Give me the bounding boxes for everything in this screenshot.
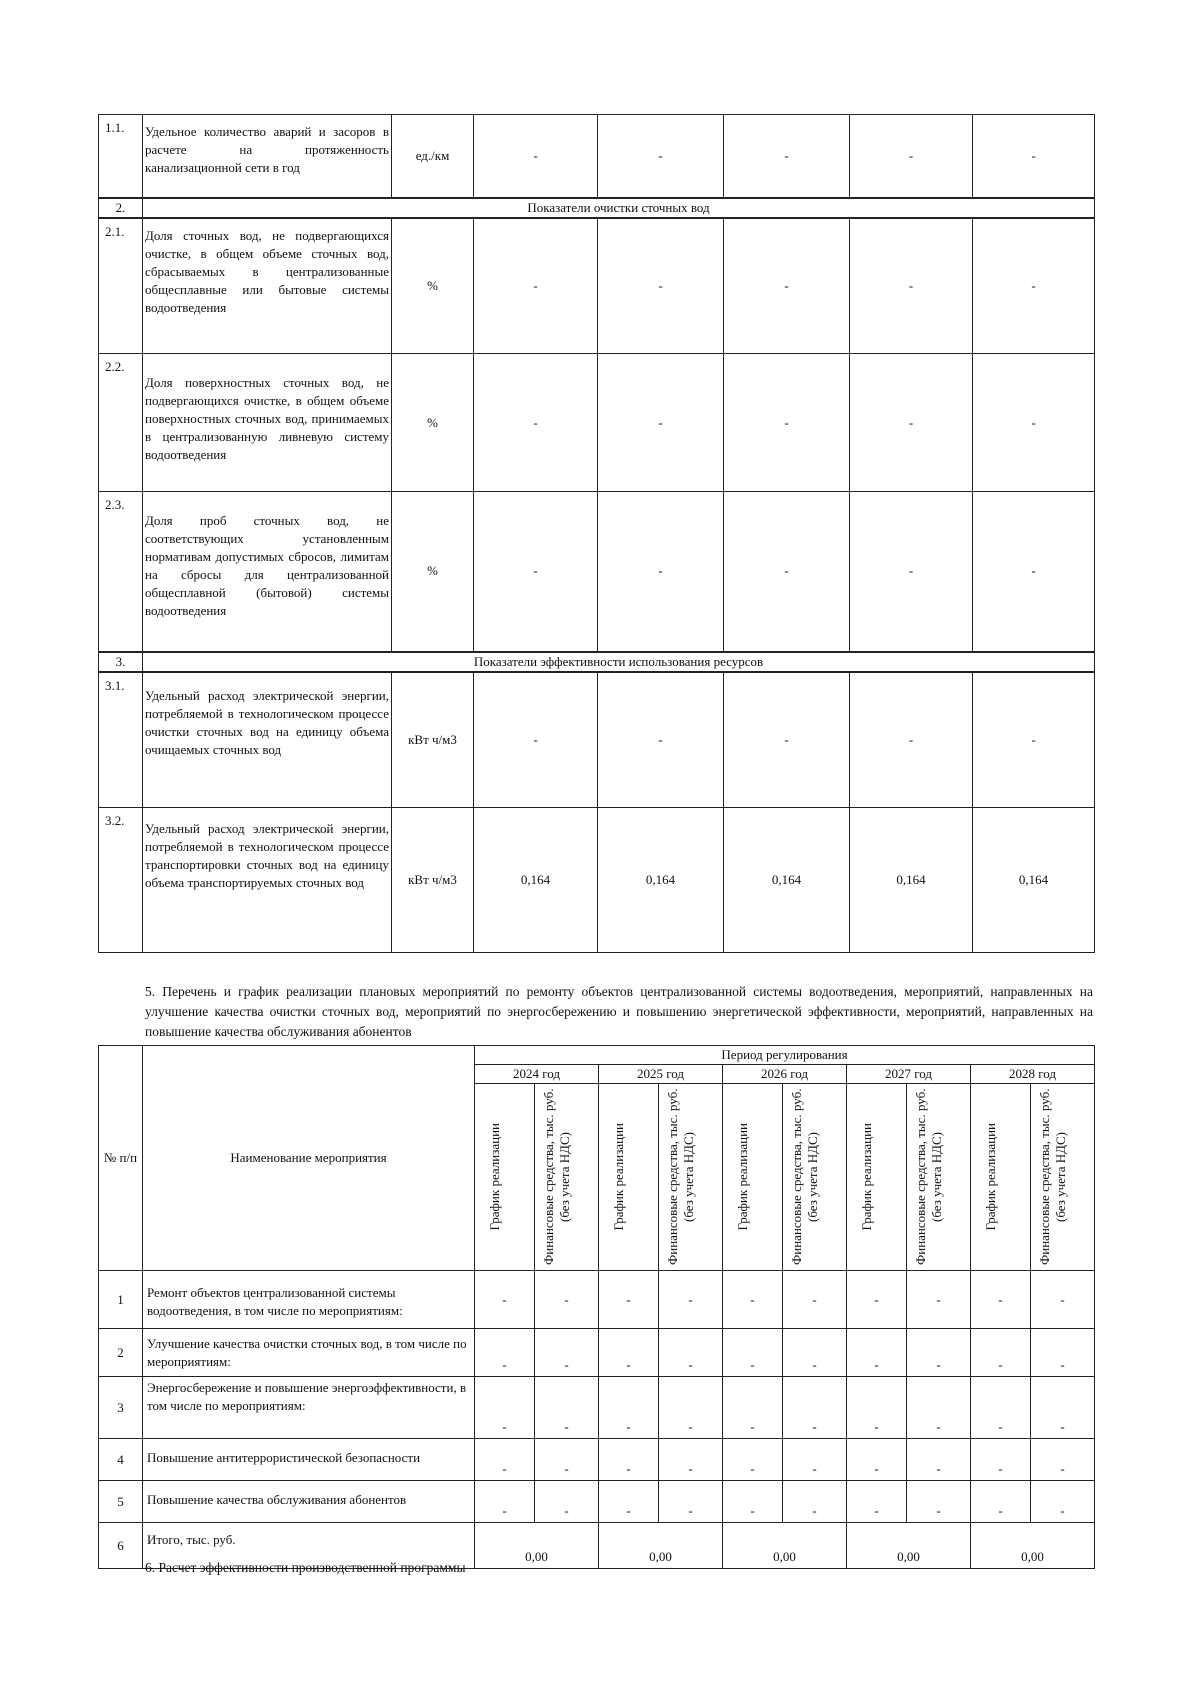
measure-name: Ремонт объектов централизованной системы водоотведения, в том числе по мероприятиям: (143, 1271, 475, 1329)
cell-value: - (535, 1377, 599, 1439)
total-value: 0,00 (475, 1523, 599, 1569)
indicator-value: 0,164 (598, 808, 724, 953)
indicator-row-1-1 (99, 115, 1095, 198)
indicator-value: - (598, 672, 724, 808)
finance-header: Финансовые средства, тыс. руб. (без учета НДС) (1036, 1088, 1068, 1266)
year-header: 2028 год (971, 1065, 1095, 1084)
finance-header: Финансовые средства, тыс. руб. (без учета НДС) (664, 1088, 696, 1266)
indicator-row-2-2 (99, 354, 1095, 492)
indicator-value: - (598, 354, 724, 492)
indicator-value: - (474, 115, 598, 198)
cell-value: - (847, 1271, 907, 1329)
measure-number: 2 (99, 1329, 143, 1377)
section-number: 2. (99, 198, 143, 218)
cell-value: - (475, 1329, 535, 1377)
indicator-value: - (973, 672, 1095, 808)
row-number: 3.1. (99, 672, 143, 808)
indicator-value: - (973, 115, 1095, 198)
cell-value: - (847, 1439, 907, 1481)
indicator-value: - (598, 492, 724, 652)
cell-value: - (599, 1439, 659, 1481)
measure-row (99, 1329, 1095, 1377)
cell-value: - (1031, 1481, 1095, 1523)
cell-value: - (659, 1377, 723, 1439)
section-title: Показатели очистки сточных вод (143, 198, 1095, 218)
indicator-value: - (724, 218, 850, 354)
measure-number: 6 (99, 1523, 143, 1569)
total-value: 0,00 (723, 1523, 847, 1569)
section-6-heading: 6. Расчет эффективности производственной программы (145, 1560, 466, 1575)
cell-value: - (847, 1377, 907, 1439)
total-label: Итого, тыс. руб. (143, 1523, 475, 1569)
measure-name: Улучшение качества очистки сточных вод, в том числе по мероприятиям: (143, 1329, 475, 1377)
schedule-header: График реализации (858, 1123, 874, 1231)
cell-value: - (659, 1439, 723, 1481)
period-header: Период регулирования (475, 1046, 1095, 1065)
measure-number: 4 (99, 1439, 143, 1481)
cell-value: - (907, 1377, 971, 1439)
section-number: 3. (99, 652, 143, 672)
indicator-row-2-3 (99, 492, 1095, 652)
cell-value: - (535, 1481, 599, 1523)
cell-value: - (907, 1329, 971, 1377)
indicator-name: Удельный расход электрической энергии, потребляемой в технологическом процессе транспортировки сточных вод на единицу объема транспортируемых сточных вод (143, 808, 392, 953)
indicator-value: - (598, 218, 724, 354)
cell-value: - (907, 1481, 971, 1523)
cell-value: - (971, 1481, 1031, 1523)
cell-value: - (1031, 1439, 1095, 1481)
section-header-3 (99, 652, 1095, 672)
measure-name: Энергосбережение и повышение энергоэффективности, в том числе по мероприятиям: (143, 1377, 475, 1439)
cell-value: - (535, 1439, 599, 1481)
cell-value: - (659, 1271, 723, 1329)
indicator-name: Доля поверхностных сточных вод, не подвергающихся очистке, в общем объеме поверхностных сточных вод, принимаемых в централизованную ливневую систему водоотведения (143, 354, 392, 492)
indicator-value: 0,164 (724, 808, 850, 953)
cell-value: - (535, 1329, 599, 1377)
indicator-name: Удельное количество аварий и засоров в расчете на протяженность канализационной сети в год (143, 115, 392, 198)
measure-name: Повышение качества обслуживания абонентов (143, 1481, 475, 1523)
indicator-value: - (724, 354, 850, 492)
cell-value: - (599, 1377, 659, 1439)
cell-value: - (783, 1481, 847, 1523)
section-title: Показатели эффективности использования ресурсов (143, 652, 1095, 672)
measure-number: 5 (99, 1481, 143, 1523)
total-value: 0,00 (599, 1523, 723, 1569)
cell-value: - (783, 1329, 847, 1377)
cell-value: - (907, 1271, 971, 1329)
cell-value: - (971, 1439, 1031, 1481)
section-header-2 (99, 198, 1095, 218)
cell-value: - (783, 1377, 847, 1439)
indicator-value: - (850, 115, 973, 198)
row-number: 2.2. (99, 354, 143, 492)
measure-row (99, 1439, 1095, 1481)
indicator-unit: % (392, 354, 474, 492)
indicator-value: - (850, 672, 973, 808)
row-number: 2.3. (99, 492, 143, 652)
schedule-header: График реализации (486, 1123, 502, 1231)
indicator-row-2-1 (99, 218, 1095, 354)
year-header: 2025 год (599, 1065, 723, 1084)
cell-value: - (847, 1329, 907, 1377)
indicator-unit: кВт ч/м3 (392, 672, 474, 808)
indicator-value: - (850, 492, 973, 652)
cell-value: - (475, 1481, 535, 1523)
row-number: 2.1. (99, 218, 143, 354)
row-number: 1.1. (99, 115, 143, 198)
cell-value: - (475, 1439, 535, 1481)
section-5-heading: 5. Перечень и график реализации плановых мероприятий по ремонту объектов централизованной системы водоотведения, мероприятий, направленных на улучшение качества очистки сточных вод, мероприятий по энергосбережению и повышению энергетической эффективности, мероприятий, направленных на повышение качества обслуживания абонентов (145, 984, 1093, 1039)
cell-value: - (723, 1329, 783, 1377)
cell-value: - (599, 1329, 659, 1377)
total-value: 0,00 (971, 1523, 1095, 1569)
cell-value: - (1031, 1329, 1095, 1377)
measures-table (98, 1045, 1095, 1569)
cell-value: - (723, 1377, 783, 1439)
cell-value: - (971, 1271, 1031, 1329)
indicators-table (98, 114, 1095, 953)
indicator-row-3-2 (99, 808, 1095, 953)
cell-value: - (847, 1481, 907, 1523)
finance-header: Финансовые средства, тыс. руб. (без учета НДС) (912, 1088, 944, 1266)
indicator-value: - (850, 218, 973, 354)
finance-header: Финансовые средства, тыс. руб. (без учета НДС) (540, 1088, 572, 1266)
cell-value: - (659, 1329, 723, 1377)
indicator-value: 0,164 (850, 808, 973, 953)
cell-value: - (971, 1377, 1031, 1439)
cell-value: - (659, 1481, 723, 1523)
indicator-value: - (724, 115, 850, 198)
col-name-header: Наименование мероприятия (143, 1046, 475, 1271)
measure-number: 1 (99, 1271, 143, 1329)
year-header: 2027 год (847, 1065, 971, 1084)
indicator-value: 0,164 (474, 808, 598, 953)
cell-value: - (475, 1271, 535, 1329)
indicator-value: - (598, 115, 724, 198)
total-value: 0,00 (847, 1523, 971, 1569)
year-header: 2026 год (723, 1065, 847, 1084)
cell-value: - (907, 1439, 971, 1481)
indicator-name: Доля проб сточных вод, не соответствующих установленным нормативам допустимых сбросов, лимитам на сбросы для централизованной общесплавной (бытовой) системы водоотведения (143, 492, 392, 652)
cell-value: - (1031, 1377, 1095, 1439)
cell-value: - (599, 1481, 659, 1523)
schedule-header: График реализации (610, 1123, 626, 1231)
indicator-value: - (724, 672, 850, 808)
cell-value: - (599, 1271, 659, 1329)
cell-value: - (1031, 1271, 1095, 1329)
indicator-name: Удельный расход электрической энергии, потребляемой в технологическом процессе очистки сточных вод на единицу объема очищаемых сточных вод (143, 672, 392, 808)
indicator-value: - (724, 492, 850, 652)
indicator-value: - (850, 354, 973, 492)
measure-row (99, 1271, 1095, 1329)
indicator-value: 0,164 (973, 808, 1095, 953)
indicator-value: - (474, 672, 598, 808)
cell-value: - (723, 1481, 783, 1523)
indicator-value: - (474, 354, 598, 492)
indicator-unit: % (392, 218, 474, 354)
cell-value: - (535, 1271, 599, 1329)
col-number-header: № п/п (99, 1046, 143, 1271)
cell-value: - (783, 1271, 847, 1329)
measure-row (99, 1481, 1095, 1523)
measure-row (99, 1377, 1095, 1439)
indicator-value: - (973, 354, 1095, 492)
header-row-period (99, 1046, 1095, 1065)
indicator-value: - (973, 492, 1095, 652)
finance-header: Финансовые средства, тыс. руб. (без учета НДС) (788, 1088, 820, 1266)
indicator-unit: кВт ч/м3 (392, 808, 474, 953)
cell-value: - (475, 1377, 535, 1439)
measure-name: Повышение антитеррористической безопасности (143, 1439, 475, 1481)
schedule-header: График реализации (982, 1123, 998, 1231)
cell-value: - (971, 1329, 1031, 1377)
indicator-value: - (474, 492, 598, 652)
year-header: 2024 год (475, 1065, 599, 1084)
indicator-name: Доля сточных вод, не подвергающихся очистке, в общем объеме сточных вод, сбрасываемых в централизованные общесплавные или бытовые системы водоотведения (143, 218, 392, 354)
indicator-unit: % (392, 492, 474, 652)
indicator-value: - (474, 218, 598, 354)
cell-value: - (723, 1439, 783, 1481)
measure-number: 3 (99, 1377, 143, 1439)
schedule-header: График реализации (734, 1123, 750, 1231)
row-number: 3.2. (99, 808, 143, 953)
cell-value: - (783, 1439, 847, 1481)
cell-value: - (723, 1271, 783, 1329)
indicator-unit: ед./км (392, 115, 474, 198)
indicator-row-3-1 (99, 672, 1095, 808)
indicator-value: - (973, 218, 1095, 354)
